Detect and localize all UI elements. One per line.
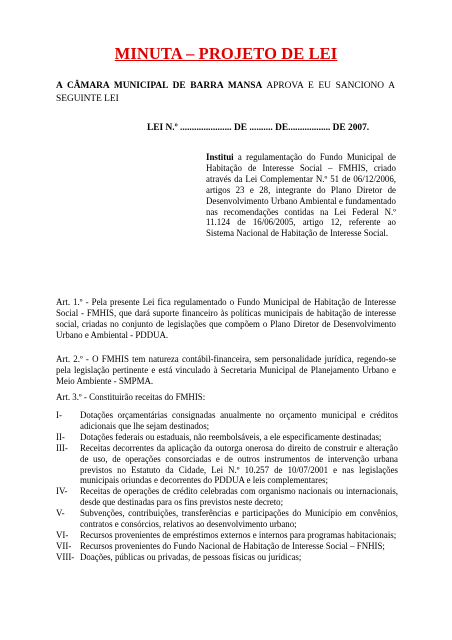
item-text: Recursos provenientes do Fundo Nacional de Habitação de Interesse Social – FNHIS; [80, 540, 385, 551]
item-text: Dotações orçamentárias consignadas anualmente no orçamento municipal e créditos adicionais que lhe sejam destinados; [80, 410, 398, 431]
list-item [56, 410, 398, 432]
enacting-clause [56, 80, 395, 106]
law-summary [206, 152, 396, 239]
law-summary-text: a regulamentação do Fundo Municipal de Habitação de Interesse Social – FMHIS, criado através da Lei Complementar N.º 51 de 06/12/2006, artigos 23 e 28, integrante do Plano Diretor de Desenvolvimento Urbano Ambiental e fundamentado nas recomendações contidas na Lei Federal N.º 11.124 de 16/06/2005, artigo 12, referente ao Sistema Nacional de Habitação de Interesse Social. [206, 152, 396, 239]
item-number: I- [56, 410, 62, 420]
item-number: VI- [56, 529, 69, 540]
item-text: Dotações federais ou estaduais, não reembolsáveis, a ele especificamente destinadas; [80, 431, 382, 442]
list-item [56, 530, 398, 541]
item-text: Recursos provenientes de empréstimos externos e internos para programas habitacionais; [80, 529, 397, 540]
law-number-line: LEI N.º ...................... DE .......... DE.................. DE 2007. [147, 123, 370, 133]
item-text: Receitas de operações de crédito celebradas com organismo nacionais ou internacionais, desde que destinadas para os fins previstos neste decreto; [80, 486, 398, 508]
item-number: III- [56, 442, 68, 453]
article-3-items [56, 410, 398, 563]
article-3: Art. 3.º - Constituirão receitas do FMHIS: [56, 392, 206, 402]
article-2: Art. 2.º - O FMHIS tem natureza contábil-financeira, sem personalidade jurídica, regendo-se pela legislação pertinente e está vinculado à Secretaria Municipal de Planejamento Urbano e Meio Ambiente - SMPMA. [56, 354, 396, 386]
law-summary-verb: Institui [206, 152, 234, 162]
item-number: II- [56, 431, 65, 442]
enacting-clause-council: A CÂMARA MUNICIPAL DE BARRA MANSA [56, 81, 263, 91]
document-title: MINUTA – PROJETO DE LEI [114, 44, 338, 63]
item-number: VII- [56, 540, 72, 551]
item-text: Subvenções, contribuições, transferências e participações do Município em convênios, contratos e consórcios, relativos ao desenvolvimento urbano; [80, 508, 398, 530]
item-text: Receitas decorrentes da aplicação da outorga onerosa do direito de construir e alteração de uso, de operações consorciadas e de outros instrumentos de intervenção urbana previstos no Estatuto da Cidade, Lei N.º 10.257 de 10/07/2001 e nas legislações municipais oriundas e decorrentes do PDDUA e leis complementares; [80, 442, 398, 486]
article-1: Art. 1.º - Pela presente Lei fica regulamentado o Fundo Municipal de Habitação de Interesse Social - FMHIS, que dará suporte financeiro às políticas municipais de habitação de interesse social, criadas no conjunto de legislações que compõem o Plano Diretor de Desenvolvimento Urbano e Ambiental - PDDUA. [56, 297, 396, 340]
list-item [56, 486, 398, 508]
enacting-clause-rest: APROVA E EU SANCIONO A SEGUINTE LEI [56, 81, 396, 104]
list-item [56, 508, 398, 530]
list-item [56, 443, 398, 487]
list-item [56, 552, 398, 563]
item-number: IV- [56, 486, 68, 497]
item-text: Doações, públicas ou privadas, de pessoas físicas ou jurídicas; [80, 551, 302, 562]
list-item [56, 541, 398, 552]
item-number: VIII- [56, 551, 75, 562]
list-item [56, 432, 398, 443]
item-number: V- [56, 508, 65, 519]
